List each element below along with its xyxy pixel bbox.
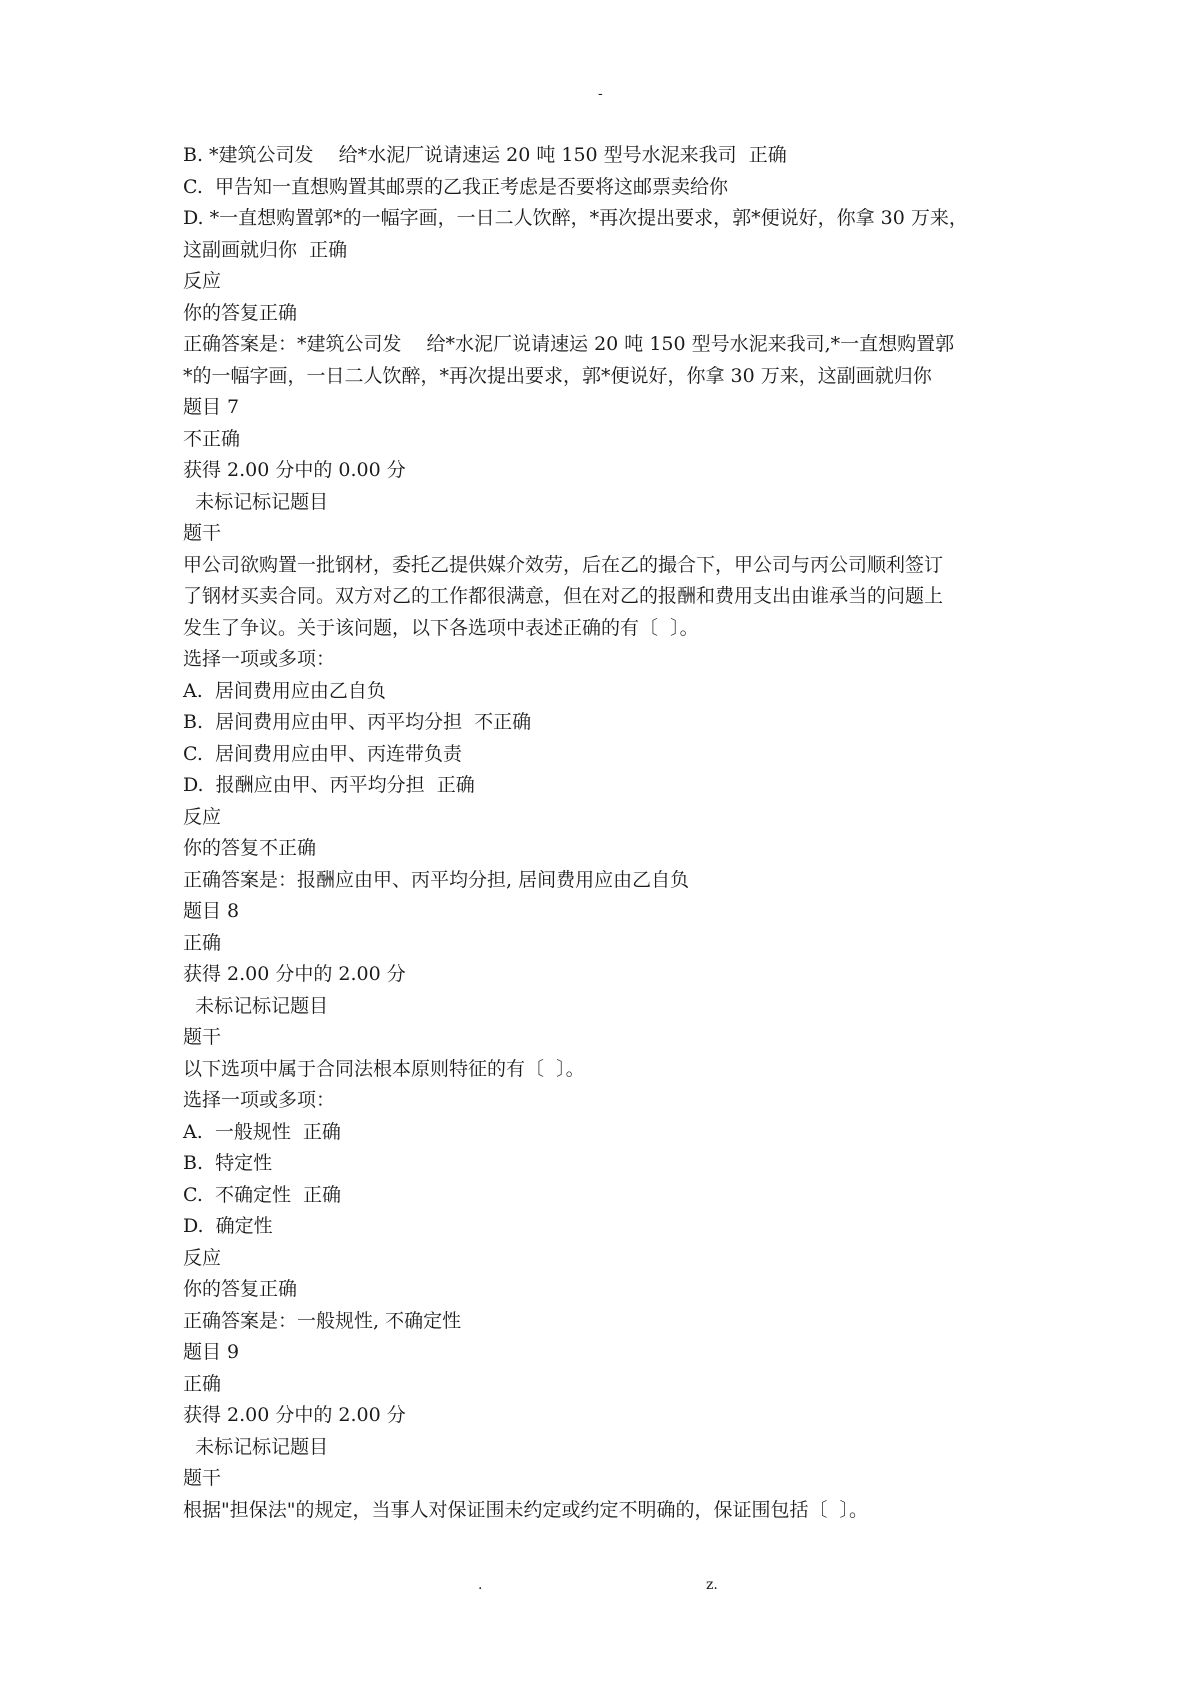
text-line: 发生了争议。关于该问题，以下各选项中表述正确的有〔 〕。 xyxy=(183,616,699,639)
text-line: 选择一项或多项： xyxy=(183,648,336,670)
text-line: 反应 xyxy=(183,1246,222,1269)
option-a: A. 居间费用应由乙自负 xyxy=(183,679,386,702)
option-a: A. 一般规性 正确 xyxy=(183,1120,341,1143)
question-score: 获得 2.00 分中的 0.00 分 xyxy=(183,459,406,481)
question-score: 获得 2.00 分中的 2.00 分 xyxy=(183,963,406,985)
question-number: 题目 7 xyxy=(183,396,240,418)
text-line: 反应 xyxy=(183,270,222,292)
option-b: B. 特定性 xyxy=(183,1152,273,1174)
text-line: 正确答案是：*建筑公司发 给*水泥厂说请速运 20 吨 150 型号水泥来我司,*一直想购置郭 xyxy=(183,333,955,355)
header-mark: - xyxy=(598,86,603,102)
text-line: C. 甲告知一直想购置其邮票的乙我正考虑是否要将这邮票卖给你 xyxy=(183,175,728,198)
question-status: 不正确 xyxy=(183,427,241,450)
question-stem-label: 题干 xyxy=(183,1467,222,1489)
flag-question[interactable]: 未标记标记题目 xyxy=(183,490,329,513)
text-line: 以下选项中属于合同法根本原则特征的有〔 〕。 xyxy=(183,1057,585,1080)
text-line: 你的答复正确 xyxy=(183,301,298,324)
footer-left-mark: . xyxy=(478,1577,483,1593)
question-score: 获得 2.00 分中的 2.00 分 xyxy=(183,1404,406,1426)
text-line: 你的答复不正确 xyxy=(183,837,317,859)
footer-right-mark: z. xyxy=(706,1577,718,1593)
text-line: 这副画就归你 正确 xyxy=(183,238,348,261)
question-stem-label: 题干 xyxy=(183,522,222,544)
text-line: D. *一直想购置郭*的一幅字画，一日二人饮醉，*再次提出要求，郭*便说好，你拿 30 万来， xyxy=(183,207,968,229)
text-line: 正确答案是：一般规性, 不确定性 xyxy=(183,1309,462,1332)
option-d: D. 报酬应由甲、丙平均分担 正确 xyxy=(183,774,475,796)
text-line: 根据"担保法"的规定，当事人对保证围未约定或约定不明确的，保证围包括〔 〕。 xyxy=(183,1498,869,1521)
text-line: 甲公司欲购置一批钢材，委托乙提供媒介效劳，后在乙的撮合下，甲公司与丙公司顺利签订 xyxy=(183,553,944,576)
text-line: 正确答案是：报酬应由甲、丙平均分担, 居间费用应由乙自负 xyxy=(183,868,690,891)
question-status: 正确 xyxy=(183,1372,222,1395)
text-line: 你的答复正确 xyxy=(183,1278,298,1300)
question-number: 题目 8 xyxy=(183,900,240,922)
option-b: B. 居间费用应由甲、丙平均分担 不正确 xyxy=(183,711,532,733)
text-line: *的一幅字画，一日二人饮醉，*再次提出要求，郭*便说好，你拿 30 万来，这副画就归你 xyxy=(183,364,932,387)
text-line: 了钢材买卖合同。双方对乙的工作都很满意，但在对乙的报酬和费用支出由谁承当的问题上 xyxy=(183,585,944,607)
flag-question[interactable]: 未标记标记题目 xyxy=(183,1435,329,1458)
option-d: D. 确定性 xyxy=(183,1215,273,1237)
document-body xyxy=(183,140,1023,1526)
text-line: 反应 xyxy=(183,805,222,828)
option-c: C. 居间费用应由甲、丙连带负责 xyxy=(183,742,462,765)
option-c: C. 不确定性 正确 xyxy=(183,1183,342,1206)
question-stem-label: 题干 xyxy=(183,1026,222,1048)
text-line: B. *建筑公司发 给*水泥厂说请速运 20 吨 150 型号水泥来我司 正确 xyxy=(183,144,787,166)
flag-question[interactable]: 未标记标记题目 xyxy=(183,994,329,1017)
question-number: 题目 9 xyxy=(183,1341,240,1363)
text-line: 选择一项或多项： xyxy=(183,1089,336,1111)
question-status: 正确 xyxy=(183,931,222,954)
